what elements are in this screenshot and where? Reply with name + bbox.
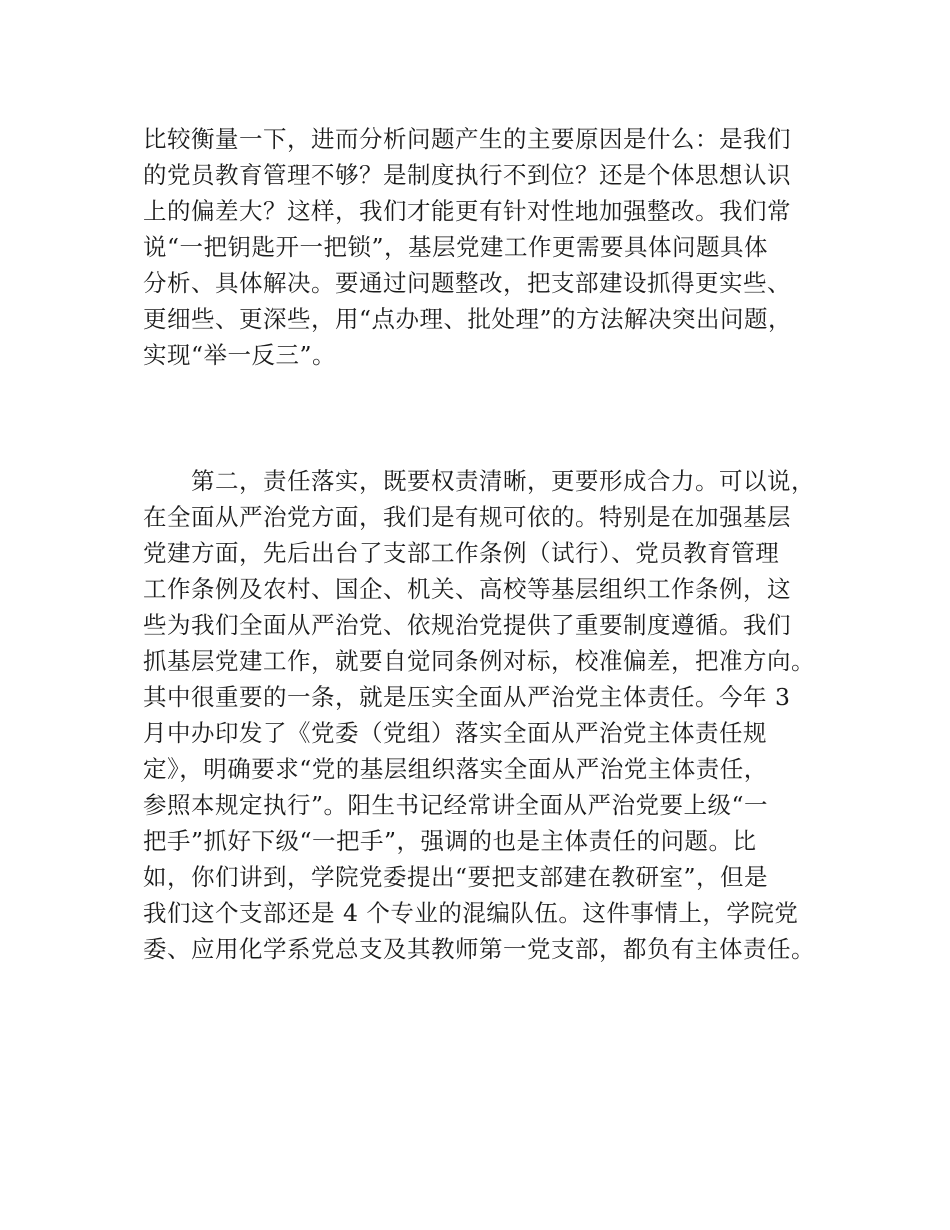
paragraph-2-line-14: 委、应用化学系党总支及其教师第一党支部，都负有主体责任。 — [143, 935, 815, 963]
paragraph-1-line-5: 分析、具体解决。要通过问题整改，把支部建设抓得更实些、 — [143, 269, 791, 297]
paragraph-2-line-9: 定》，明确要求“党的基层组织落实全面从严治党主体责任， — [143, 755, 768, 783]
paragraph-2-line-8: 月中办印发了《党委（党组）落实全面从严治党主体责任规 — [143, 719, 767, 747]
paragraph-2-line-5: 些为我们全面从严治党、依规治党提供了重要制度遵循。我们 — [143, 611, 791, 639]
paragraph-2-line-3: 党建方面，先后出台了支部工作条例（试行）、党员教育管理 — [143, 539, 780, 567]
paragraph-1-line-6: 更细些、更深些，用“点办理、批处理”的方法解决突出问题， — [143, 305, 793, 333]
paragraph-2-line-11: 把手”抓好下级“一把手”，强调的也是主体责任的问题。比 — [143, 827, 757, 855]
paragraph-2-line-6: 抓基层党建工作，就要自觉同条例对标，校准偏差，把准方向。 — [143, 647, 815, 675]
paragraph-1-line-4: 说“一把钥匙开一把锁”，基层党建工作更需要具体问题具体 — [143, 233, 769, 261]
paragraph-1-line-7: 实现“举一反三”。 — [143, 341, 337, 369]
paragraph-1-line-2: 的党员教育管理不够？是制度执行不到位？还是个体思想认识 — [143, 161, 791, 189]
paragraph-1-line-1: 比较衡量一下，进而分析问题产生的主要原因是什么：是我们 — [143, 125, 791, 153]
paragraph-2-line-2: 在全面从严治党方面，我们是有规可依的。特别是在加强基层 — [143, 503, 791, 531]
paragraph-2-line-13: 我们这个支部还是 4 个专业的混编队伍。这件事情上，学院党 — [143, 899, 799, 927]
paragraph-2-line-12: 如，你们讲到，学院党委提出“要把支部建在教研室”，但是 — [143, 863, 769, 891]
paragraph-2-line-7: 其中很重要的一条，就是压实全面从严治党主体责任。今年 3 — [143, 683, 791, 711]
paragraph-1-line-3: 上的偏差大？这样，我们才能更有针对性地加强整改。我们常 — [143, 197, 791, 225]
paragraph-2-line-4: 工作条例及农村、国企、机关、高校等基层组织工作条例，这 — [143, 575, 791, 603]
paragraph-2-line-10: 参照本规定执行”。阳生书记经常讲全面从严治党要上级“一 — [143, 791, 769, 819]
paragraph-2-line-1: 第二，责任落实，既要权责清晰，更要形成合力。可以说， — [191, 467, 815, 495]
